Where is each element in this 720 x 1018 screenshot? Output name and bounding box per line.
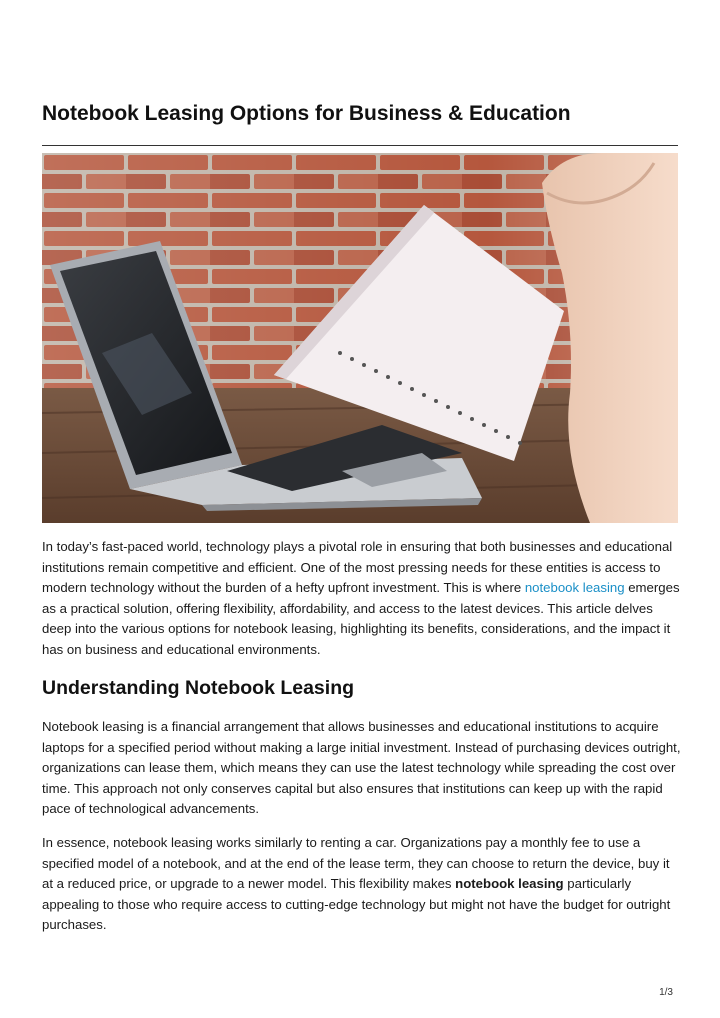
para2-bold-term: notebook leasing [455, 876, 564, 891]
page-title: Notebook Leasing Options for Business & Education [42, 102, 571, 125]
title-divider [42, 145, 678, 146]
intro-text-start: In today’s fast-paced world, technology plays a pivotal role in ensuring that both businesses and educational institutions remain competitive and efficient. One of the most pressing needs for these entities is access to modern technology without the burden of a hefty upfront investment. This is where [42, 539, 673, 595]
para2-text-start: In essence, notebook leasing works similarly to renting a car. Organizations pay a monthly fee to use a specified model of a notebook, and at the end of the lease term, they can choose to return the device, buy it at a reduced price, or upgrade to a newer model. This flexibility makes [42, 835, 670, 891]
section-paragraph-1: Notebook leasing is a financial arrangement that allows businesses and educational institutions to acquire laptops for a specified period without making a large initial investment. Instead of purchasing devices outright, organizations can lease them, which means they can use the latest technology while spreading the cost over time. This approach not only conserves capital but also ensures that institutions can keep up with the rapid pace of technological advancements. [42, 719, 681, 816]
para2-text-end: particularly appealing to those who require access to cutting-edge technology but might not have the budget for outright purchases. [42, 876, 671, 932]
page-number: 1/3 [659, 987, 673, 998]
section-heading: Understanding Notebook Leasing [42, 677, 355, 699]
notebook-leasing-link[interactable]: notebook leasing [524, 580, 625, 595]
hero-photo [42, 153, 678, 523]
intro-paragraph [42, 537, 682, 660]
intro-text-end: emerges as a practical solution, offering flexibility, affordability, and access to the latest devices. This article delves deep into the various options for notebook leasing, highlighting its benefits, considerations, and the impact it has on business and educational environments. [42, 580, 680, 657]
section-paragraph-2 [42, 833, 682, 936]
